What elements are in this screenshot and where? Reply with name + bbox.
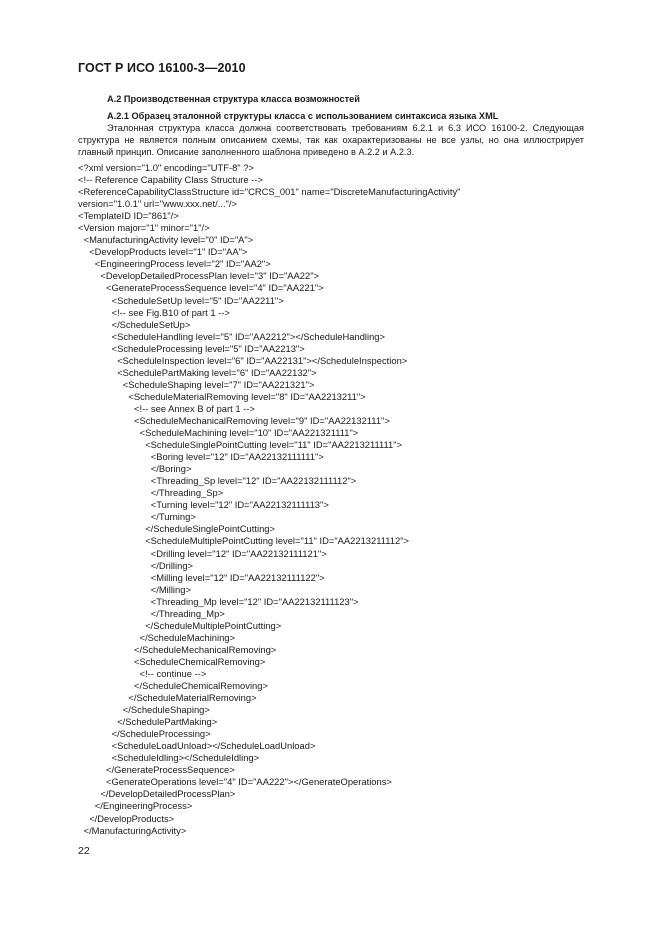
- xml-code-listing: [78, 162, 598, 837]
- code-line: <ScheduleSinglePointCutting level="11" ID="AA2213211111">: [145, 439, 403, 451]
- code-line: <ScheduleMechanicalRemoving level="9" ID="AA22132111">: [134, 414, 390, 426]
- code-line: <GenerateProcessSequence level="4" ID="AA221">: [106, 282, 324, 294]
- code-line: <ScheduleMultiplePointCutting level="11" ID="AA2213211112">: [145, 535, 410, 547]
- code-line: <ManufacturingActivity level="0" ID="A">: [83, 234, 254, 246]
- code-line: <Threading_Sp level="12" ID="AA22132111112">: [150, 475, 357, 487]
- code-line: </ManufacturingActivity>: [83, 824, 187, 836]
- code-line: </Threading_Mp>: [150, 607, 225, 619]
- code-line: <Threading_Mp level="12" ID="AA22132111123">: [150, 595, 359, 607]
- code-line: </ScheduleChemicalRemoving>: [134, 680, 268, 692]
- code-line: <!-- see Fig.B10 of part 1 -->: [111, 306, 230, 318]
- code-line: <ScheduleIdling></ScheduleIdling>: [111, 752, 260, 764]
- code-line: <ScheduleHandling level="5" ID="AA2212"></ScheduleHandling>: [111, 330, 385, 342]
- code-line: <DevelopDetailedProcessPlan level="3" ID="AA22">: [100, 270, 320, 282]
- code-line: <!-- Reference Capability Class Structure -->: [78, 174, 263, 186]
- code-line: <SchedulePartMaking level="6" ID="AA22132">: [117, 366, 317, 378]
- code-line: </Turning>: [150, 511, 196, 523]
- code-line: </GenerateProcessSequence>: [106, 764, 235, 776]
- code-line: <ScheduleMachining level="10" ID="AA221321111">: [139, 427, 359, 439]
- code-line: </ScheduleProcessing>: [111, 728, 211, 740]
- code-line: <TemplateID ID="861"/>: [78, 210, 179, 222]
- code-line: </ScheduleMultiplePointCutting>: [145, 619, 282, 631]
- code-line: </ScheduleSetUp>: [111, 318, 191, 330]
- code-line: <ScheduleLoadUnload></ScheduleLoadUnload>: [111, 740, 316, 752]
- code-line: </ScheduleMaterialRemoving>: [128, 692, 257, 704]
- code-line: <Version major="1" minor="1"/>: [78, 222, 210, 234]
- code-line: <!-- see Annex B of part 1 -->: [134, 402, 255, 414]
- code-line: <ScheduleSetUp level="5" ID="AA2211">: [111, 294, 284, 306]
- code-line: </ScheduleShaping>: [122, 704, 210, 716]
- code-line: version="1.0.1" url="www.xxx.net/..."/>: [78, 198, 237, 210]
- code-line: <Drilling level="12" ID="AA22132111121">: [150, 547, 327, 559]
- code-line: <ScheduleMaterialRemoving level="8" ID="AA2213211">: [128, 390, 366, 402]
- page-number: 22: [78, 845, 90, 857]
- code-line: <Turning level="12" ID="AA22132111113">: [150, 499, 329, 511]
- code-line: </Boring>: [150, 463, 192, 475]
- code-line: <ScheduleInspection level="6" ID="AA22131"></ScheduleInspection>: [117, 354, 408, 366]
- code-line: <?xml version="1.0" encoding="UTF-8" ?>: [78, 162, 254, 173]
- code-line: <GenerateOperations level="4" ID="AA222"></GenerateOperations>: [106, 776, 392, 788]
- code-line: <ScheduleProcessing level="5" ID="AA2213">: [111, 342, 305, 354]
- code-line: <!-- continue -->: [139, 667, 207, 679]
- code-line: </DevelopDetailedProcessPlan>: [100, 788, 236, 800]
- code-line: </DevelopProducts>: [89, 812, 175, 824]
- code-line: <DevelopProducts level="1" ID="AA">: [89, 246, 248, 258]
- code-line: </EngineeringProcess>: [94, 800, 193, 812]
- code-line: </Drilling>: [150, 559, 194, 571]
- code-line: </Milling>: [150, 583, 191, 595]
- code-line: </ScheduleMachining>: [139, 631, 235, 643]
- code-line: </SchedulePartMaking>: [117, 716, 218, 728]
- code-line: <ReferenceCapabilityClassStructure id="CRCS_001" name="DiscreteManufacturingActivity": [78, 186, 461, 198]
- section-title: А.2 Производственная структура класса возможностей: [107, 94, 360, 104]
- intro-paragraph: [78, 122, 584, 158]
- document-header: ГОСТ Р ИСО 16100-3—2010: [78, 61, 246, 75]
- code-line: <ScheduleShaping level="7" ID="AA221321">: [122, 378, 315, 390]
- code-line: </ScheduleSinglePointCutting>: [145, 523, 275, 535]
- code-line: </Threading_Sp>: [150, 487, 224, 499]
- code-line: <EngineeringProcess level="2" ID="AA2">: [94, 258, 271, 270]
- code-line: <Boring level="12" ID="AA22132111111">: [150, 451, 324, 463]
- code-line: <Milling level="12" ID="AA22132111122">: [150, 571, 325, 583]
- intro-paragraph-text: Эталонная структура класса должна соответствовать требованиям 6.2.1 и 6.3 ИСО 16100-2. Следующая структура не является полным описанием схемы, так как охарактеризованы не все узлы, но она иллюстрирует главный принцип. Описание заполненного шаблона приведено в А.2.2 и А.2.3.: [78, 123, 584, 157]
- code-line: </ScheduleMechanicalRemoving>: [134, 643, 277, 655]
- code-line: <ScheduleChemicalRemoving>: [134, 655, 266, 667]
- subsection-title: А.2.1 Образец эталонной структуры класса с использованием синтаксиса языка XML: [107, 111, 499, 121]
